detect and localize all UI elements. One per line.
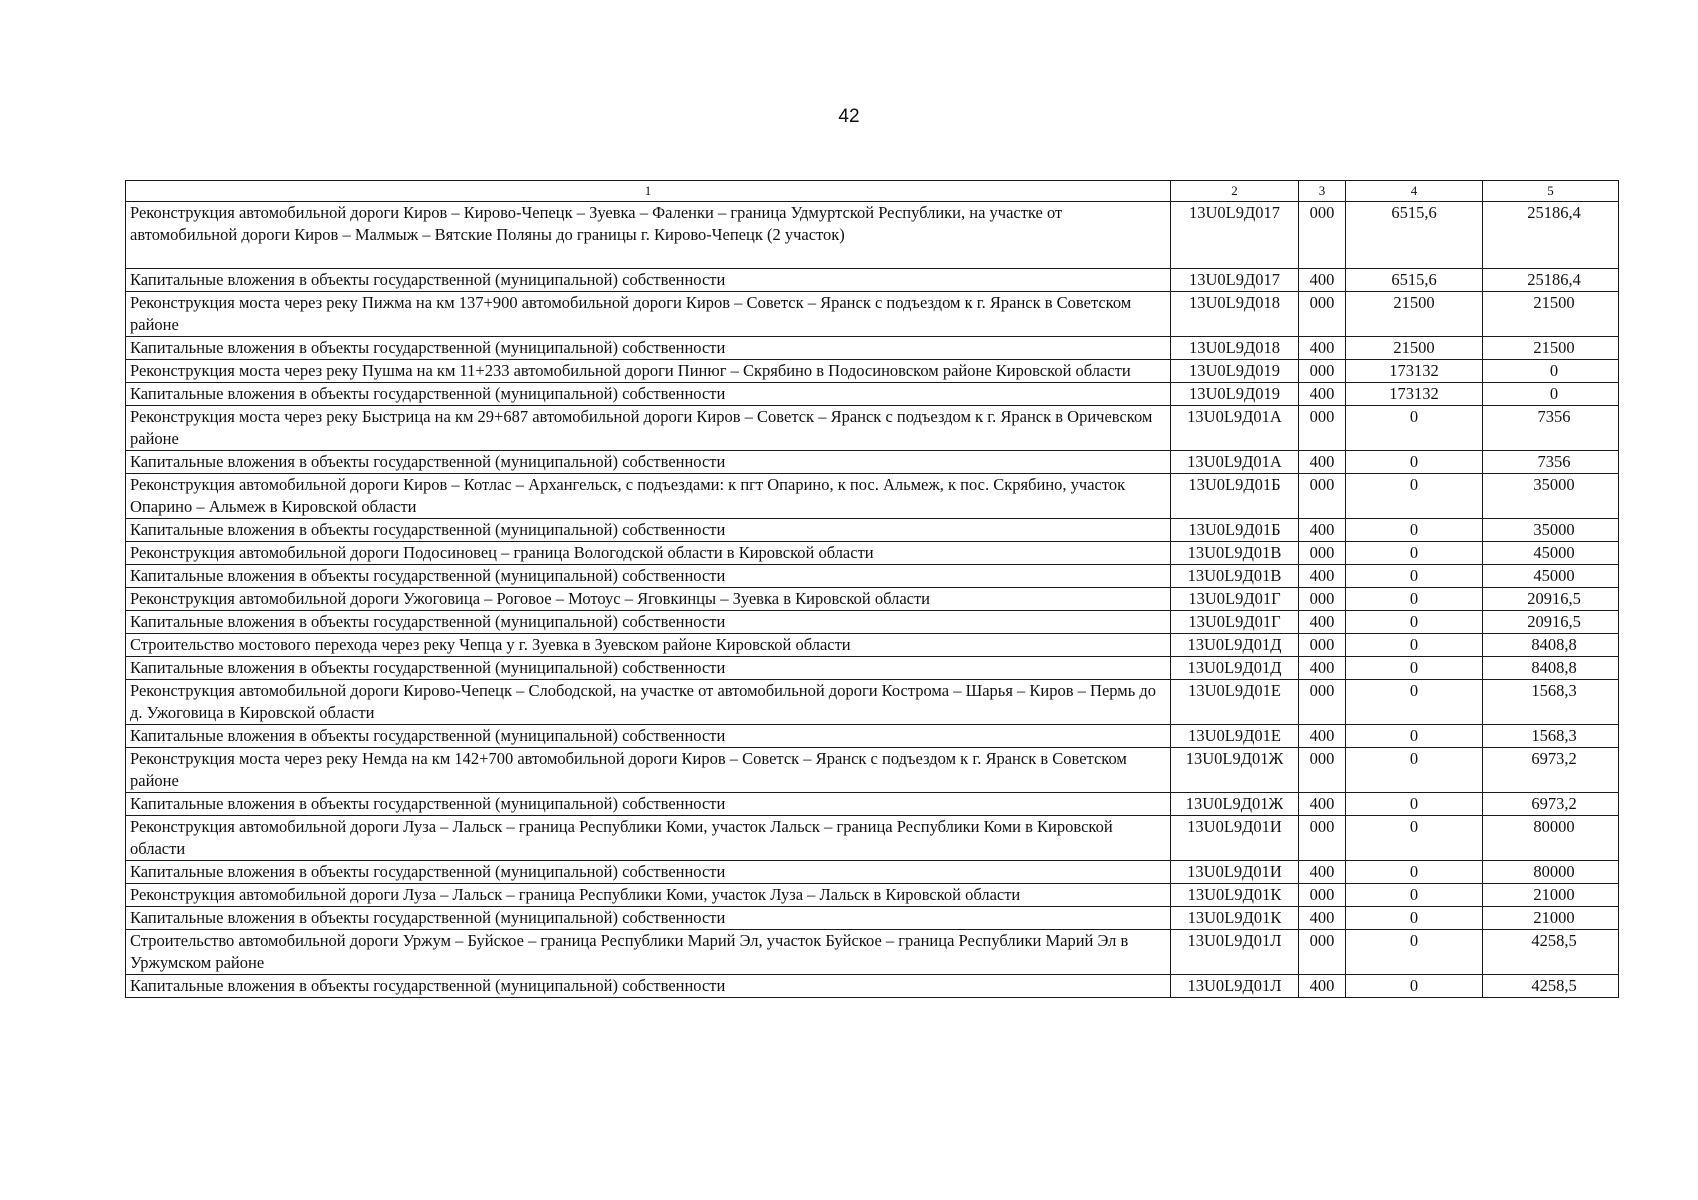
expense-type-code: 000: [1299, 816, 1346, 861]
object-name: Реконструкция моста через реку Пижма на км 137+900 автомобильной дороги Киров – Советск – Яранск с подъездом к г. Яранск в Советском районе: [126, 292, 1171, 337]
amount-column-5: 8408,8: [1531, 658, 1577, 677]
target-article-code: 13U0L9Д01В: [1171, 542, 1299, 565]
amount-column-4: 0: [1346, 406, 1483, 451]
amount-column-5: 35000: [1533, 520, 1575, 539]
expense-type-code: 000: [1299, 588, 1346, 611]
amount-column-4: 0: [1346, 680, 1483, 725]
amount-column-4: 0: [1346, 519, 1483, 542]
amount-column-4: 0: [1346, 861, 1483, 884]
amount-column-4: 0: [1346, 588, 1483, 611]
expense-type-code: 400: [1299, 793, 1346, 816]
amount-column-4: 0: [1346, 657, 1483, 680]
target-article-code: 13U0L9Д01А: [1171, 406, 1299, 451]
table-row: [126, 542, 1619, 565]
object-name: Капитальные вложения в объекты государственной (муниципальной) собственности: [126, 519, 1171, 542]
object-name: Реконструкция автомобильной дороги Луза – Лальск – граница Республики Коми, участок Лальск – граница Республики Коми в Кировской области: [126, 816, 1171, 861]
expense-type-code: 400: [1299, 975, 1346, 998]
expense-type-code: 000: [1299, 542, 1346, 565]
table-row: [126, 474, 1619, 519]
expense-type-code: 400: [1299, 611, 1346, 634]
table-row: [126, 793, 1619, 816]
column-header-4: 4: [1346, 181, 1483, 202]
amount-column-4: 0: [1346, 451, 1483, 474]
object-name: Капитальные вложения в объекты государственной (муниципальной) собственности: [126, 725, 1171, 748]
column-header-1: 1: [126, 181, 1171, 202]
expense-type-code: 400: [1299, 337, 1346, 360]
amount-column-5: 0: [1549, 361, 1559, 380]
object-name: Капитальные вложения в объекты государственной (муниципальной) собственности: [126, 611, 1171, 634]
column-header-2: 2: [1171, 181, 1299, 202]
table-row: [126, 269, 1619, 292]
amount-column-4: 0: [1346, 725, 1483, 748]
object-name: Реконструкция автомобильной дороги Луза – Лальск – граница Республики Коми, участок Луза – Лальск в Кировской области: [126, 884, 1171, 907]
object-name: Капитальные вложения в объекты государственной (муниципальной) собственности: [126, 975, 1171, 998]
table-row: [126, 861, 1619, 884]
expense-type-code: 400: [1299, 861, 1346, 884]
expense-type-code: 400: [1299, 907, 1346, 930]
table-row: [126, 680, 1619, 725]
amount-column-5: 4258,5: [1531, 976, 1577, 995]
amount-column-4: 0: [1346, 474, 1483, 519]
amount-column-5: 80000: [1533, 862, 1575, 881]
amount-column-5: 35000: [1533, 475, 1575, 494]
object-name: Строительство мостового перехода через реку Чепца у г. Зуевка в Зуевском районе Кировской области: [126, 634, 1171, 657]
amount-column-5: 8408,8: [1531, 635, 1577, 654]
expense-type-code: 400: [1299, 383, 1346, 406]
target-article-code: 13U0L9Д01Г: [1171, 588, 1299, 611]
table-row: [126, 451, 1619, 474]
target-article-code: 13U0L9Д01Е: [1171, 680, 1299, 725]
object-name: Реконструкция автомобильной дороги Ужоговица – Роговое – Мотоус – Яговкинцы – Зуевка в Кировской области: [126, 588, 1171, 611]
amount-column-5: 45000: [1533, 543, 1575, 562]
table-row: [126, 748, 1619, 793]
object-name: Капитальные вложения в объекты государственной (муниципальной) собственности: [126, 383, 1171, 406]
page-number: 42: [838, 106, 860, 127]
amount-column-5: 20916,5: [1527, 612, 1581, 631]
table-row: [126, 907, 1619, 930]
amount-column-4: 0: [1346, 975, 1483, 998]
target-article-code: 13U0L9Д01И: [1171, 816, 1299, 861]
amount-column-4: 0: [1346, 565, 1483, 588]
expense-type-code: 000: [1299, 406, 1346, 451]
table-row: [126, 930, 1619, 975]
amount-column-5: 21500: [1533, 338, 1575, 357]
object-name: Капитальные вложения в объекты государственной (муниципальной) собственности: [126, 337, 1171, 360]
amount-column-4: 21500: [1346, 337, 1483, 360]
amount-column-5: 7356: [1537, 452, 1571, 471]
target-article-code: 13U0L9Д01К: [1171, 884, 1299, 907]
amount-column-5: 21000: [1533, 885, 1575, 904]
column-header-5: 5: [1483, 181, 1619, 202]
expense-type-code: 400: [1299, 519, 1346, 542]
amount-column-5: 25186,4: [1527, 270, 1581, 289]
column-number-header-row: [126, 181, 1619, 202]
object-name: Реконструкция моста через реку Быстрица на км 29+687 автомобильной дороги Киров – Советск – Яранск с подъездом к г. Яранск в Оричевском районе: [126, 406, 1171, 451]
table-row: [126, 565, 1619, 588]
amount-column-5: 4258,5: [1531, 931, 1577, 950]
expense-type-code: 000: [1299, 930, 1346, 975]
table-row: [126, 202, 1619, 269]
object-name: Реконструкция автомобильной дороги Киров – Кирово-Чепецк – Зуевка – Фаленки – граница Удмуртской Республики, на участке от автомобильной дороги Киров – Малмыж – Вятские Поляны до границы г. Кирово-Чепецк (2 участок): [126, 202, 1171, 269]
object-name: Капитальные вложения в объекты государственной (муниципальной) собственности: [126, 861, 1171, 884]
object-name: Реконструкция моста через реку Немда на км 142+700 автомобильной дороги Киров – Советск – Яранск с подъездом к г. Яранск в Советском районе: [126, 748, 1171, 793]
amount-column-5: 6973,2: [1531, 794, 1577, 813]
target-article-code: 13U0L9Д018: [1171, 337, 1299, 360]
expense-type-code: 400: [1299, 269, 1346, 292]
amount-column-4: 0: [1346, 816, 1483, 861]
expense-type-code: 400: [1299, 657, 1346, 680]
expense-type-code: 000: [1299, 884, 1346, 907]
amount-column-4: 6515,6: [1346, 269, 1483, 292]
target-article-code: 13U0L9Д01А: [1171, 451, 1299, 474]
target-article-code: 13U0L9Д01Б: [1171, 519, 1299, 542]
budget-table: [125, 180, 1619, 998]
amount-column-5: 6973,2: [1531, 749, 1577, 768]
amount-column-5: 7356: [1537, 407, 1571, 426]
table-row: [126, 884, 1619, 907]
amount-column-4: 6515,6: [1346, 202, 1483, 269]
object-name: Реконструкция моста через реку Пушма на км 11+233 автомобильной дороги Пинюг – Скрябино в Подосиновском районе Кировской области: [126, 360, 1171, 383]
object-name: Реконструкция автомобильной дороги Кирово-Чепецк – Слободской, на участке от автомобильной дороги Кострома – Шарья – Киров – Пермь до д. Ужоговица в Кировской области: [126, 680, 1171, 725]
object-name: Капитальные вложения в объекты государственной (муниципальной) собственности: [126, 565, 1171, 588]
table-row: [126, 975, 1619, 998]
amount-column-5: 20916,5: [1527, 589, 1581, 608]
target-article-code: 13U0L9Д018: [1171, 292, 1299, 337]
table-row: [126, 519, 1619, 542]
amount-column-4: 173132: [1346, 360, 1483, 383]
target-article-code: 13U0L9Д01Г: [1171, 611, 1299, 634]
amount-column-5: 21500: [1533, 293, 1575, 312]
amount-column-5: 1568,3: [1531, 681, 1577, 700]
amount-column-4: 0: [1346, 634, 1483, 657]
table-row: [126, 725, 1619, 748]
table-row: [126, 588, 1619, 611]
amount-column-5: 45000: [1533, 566, 1575, 585]
table-row: [126, 383, 1619, 406]
expense-type-code: 000: [1299, 202, 1346, 269]
target-article-code: 13U0L9Д017: [1171, 202, 1299, 269]
table-row: [126, 634, 1619, 657]
expense-type-code: 000: [1299, 680, 1346, 725]
expense-type-code: 000: [1299, 360, 1346, 383]
amount-column-4: 0: [1346, 748, 1483, 793]
table-row: [126, 657, 1619, 680]
object-name: Капитальные вложения в объекты государственной (муниципальной) собственности: [126, 657, 1171, 680]
target-article-code: 13U0L9Д01Л: [1171, 975, 1299, 998]
amount-column-4: 0: [1346, 611, 1483, 634]
object-name: Капитальные вложения в объекты государственной (муниципальной) собственности: [126, 269, 1171, 292]
column-header-3: 3: [1299, 181, 1346, 202]
expense-type-code: 000: [1299, 748, 1346, 793]
target-article-code: 13U0L9Д01В: [1171, 565, 1299, 588]
target-article-code: 13U0L9Д01Ж: [1171, 793, 1299, 816]
target-article-code: 13U0L9Д019: [1171, 360, 1299, 383]
object-name: Капитальные вложения в объекты государственной (муниципальной) собственности: [126, 451, 1171, 474]
amount-column-4: 173132: [1346, 383, 1483, 406]
table-row: [126, 406, 1619, 451]
target-article-code: 13U0L9Д01И: [1171, 861, 1299, 884]
table-row: [126, 292, 1619, 337]
amount-column-5: 1568,3: [1531, 726, 1577, 745]
target-article-code: 13U0L9Д017: [1171, 269, 1299, 292]
expense-type-code: 000: [1299, 292, 1346, 337]
expense-type-code: 400: [1299, 451, 1346, 474]
table-row: [126, 816, 1619, 861]
target-article-code: 13U0L9Д01Д: [1171, 634, 1299, 657]
amount-column-4: 21500: [1346, 292, 1483, 337]
object-name: Строительство автомобильной дороги Уржум – Буйское – граница Республики Марий Эл, участок Буйское – граница Республики Марий Эл в Уржумском районе: [126, 930, 1171, 975]
target-article-code: 13U0L9Д01Б: [1171, 474, 1299, 519]
target-article-code: 13U0L9Д01К: [1171, 907, 1299, 930]
expense-type-code: 000: [1299, 474, 1346, 519]
table-row: [126, 337, 1619, 360]
expense-type-code: 400: [1299, 565, 1346, 588]
table-row: [126, 611, 1619, 634]
object-name: Капитальные вложения в объекты государственной (муниципальной) собственности: [126, 793, 1171, 816]
amount-column-5: 25186,4: [1527, 203, 1581, 222]
amount-column-5: 0: [1549, 384, 1559, 403]
amount-column-5: 80000: [1533, 817, 1575, 836]
table-row: [126, 360, 1619, 383]
target-article-code: 13U0L9Д01Е: [1171, 725, 1299, 748]
expense-type-code: 000: [1299, 634, 1346, 657]
target-article-code: 13U0L9Д01Ж: [1171, 748, 1299, 793]
target-article-code: 13U0L9Д019: [1171, 383, 1299, 406]
object-name: Капитальные вложения в объекты государственной (муниципальной) собственности: [126, 907, 1171, 930]
target-article-code: 13U0L9Д01Л: [1171, 930, 1299, 975]
amount-column-4: 0: [1346, 793, 1483, 816]
expense-type-code: 400: [1299, 725, 1346, 748]
amount-column-4: 0: [1346, 884, 1483, 907]
target-article-code: 13U0L9Д01Д: [1171, 657, 1299, 680]
object-name: Реконструкция автомобильной дороги Киров – Котлас – Архангельск, с подъездами: к пгт Опарино, к пос. Альмеж, к пос. Скрябино, участок Опарино – Альмеж в Кировской области: [126, 474, 1171, 519]
amount-column-5: 21000: [1533, 908, 1575, 927]
amount-column-4: 0: [1346, 542, 1483, 565]
object-name: Реконструкция автомобильной дороги Подосиновец – граница Вологодской области в Кировской области: [126, 542, 1171, 565]
amount-column-4: 0: [1346, 907, 1483, 930]
amount-column-4: 0: [1346, 930, 1483, 975]
